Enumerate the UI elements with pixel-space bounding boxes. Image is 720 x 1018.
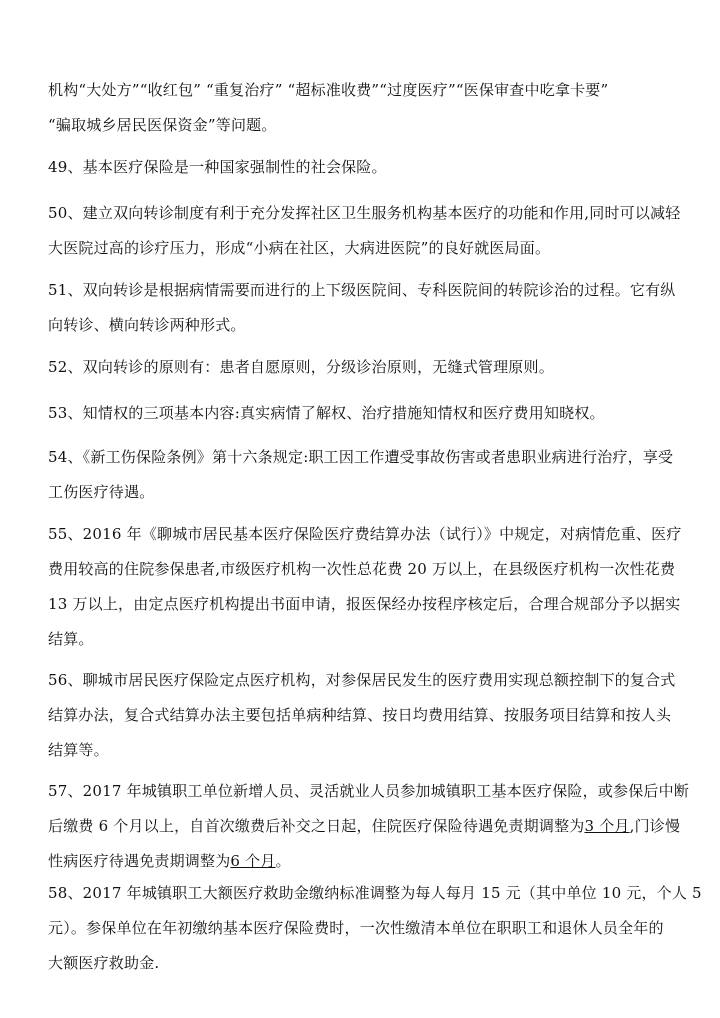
text-line: 57、2017 年城镇职工单位新增人员、灵活就业人员参加城镇职工基本医疗保险，或参保后中断: [48, 782, 690, 800]
text-line: 费用较高的住院参保患者,市级医疗机构一次性总花费 20 万以上，在县级医疗机构一次性花费: [48, 560, 676, 578]
text-line: 52、双向转诊的原则有：患者自愿原则，分级诊治原则，无缝式管理原则。: [48, 358, 554, 376]
underlined-term: 3 个月: [584, 817, 630, 835]
text-line: 结算。: [48, 630, 94, 648]
paragraph-50: [48, 196, 684, 266]
text-segment: 后缴费 6 个月以上，自首次缴费后补交之日起，住院医疗保险待遇免责期调整为: [48, 817, 585, 835]
text-line: 机构“大处方”“收红包” “重复治疗” “超标准收费”“过度医疗”“医保审查中吃拿卡要”: [48, 81, 609, 99]
text-line: 元）。参保单位在年初缴纳基本医疗保险费时，一次性缴清本单位在职职工和退休人员全年的: [48, 919, 664, 937]
text-line: 13 万以上，由定点医疗机构提出书面申请，报医保经办按程序核定后，合理合规部分予以据实: [48, 595, 681, 613]
paragraph-53: [48, 396, 684, 431]
text-line: 51、双向转诊是根据病情需要而进行的上下级医院间、专科医院间的转院诊治的过程。它有纵: [48, 281, 676, 299]
paragraph-54: [48, 440, 684, 510]
text-line: 56、聊城市居民医疗保险定点医疗机构，对参保居民发生的医疗费用实现总额控制下的复合式: [48, 671, 676, 689]
text-line: [48, 809, 684, 844]
paragraph-49: [48, 150, 684, 185]
text-line: 向转诊、横向转诊两种形式。: [48, 316, 246, 334]
text-segment: 。: [275, 852, 291, 870]
text-line: 50、建立双向转诊制度有利于充分发挥社区卫生服务机构基本医疗的功能和作用,同时可以减轻: [48, 204, 681, 222]
text-line: 53、知情权的三项基本内容:真实病情了解权、治疗措施知情权和医疗费用知晓权。: [48, 404, 605, 422]
paragraph-52: [48, 350, 684, 385]
text-line: 54、《新工伤保险条例》第十六条规定:职工因工作遭受事故伤害或者患职业病进行治疗，享受: [48, 448, 674, 466]
text-segment: 性病医疗待遇免责期调整为: [48, 852, 231, 870]
text-line: 49、基本医疗保险是一种国家强制性的社会保险。: [48, 158, 387, 176]
underlined-term: 6 个月: [230, 852, 276, 870]
text-line: 结算办法，复合式结算办法主要包括单病种结算、按日均费用结算、按服务项目结算和按人头: [48, 706, 672, 724]
text-line: 工伤医疗待遇。: [48, 483, 155, 501]
paragraph-55: [48, 517, 684, 657]
paragraph-48-continued: [48, 73, 684, 143]
text-segment: ,门诊慢: [629, 817, 681, 835]
text-line: 大额医疗救助金.: [48, 954, 160, 972]
text-line: 55、2016 年《聊城市居民基本医疗保险医疗费结算办法（试行）》中规定，对病情危重、医疗: [48, 525, 682, 543]
text-line: 大医院过高的诊疗压力，形成“小病在社区，大病进医院”的良好就医局面。: [48, 239, 551, 257]
paragraph-58: [48, 876, 702, 981]
text-line: [48, 844, 684, 879]
text-line: 结算等。: [48, 741, 109, 759]
paragraph-51: [48, 273, 684, 343]
paragraph-56: [48, 663, 684, 768]
text-line: 58、2017 年城镇职工大额医疗救助金缴纳标准调整为每人每月 15 元（其中单位 10 元，个人 5: [48, 884, 702, 902]
paragraph-57: [48, 774, 690, 879]
text-line: “骗取城乡居民医保资金”等问题。: [48, 116, 277, 134]
